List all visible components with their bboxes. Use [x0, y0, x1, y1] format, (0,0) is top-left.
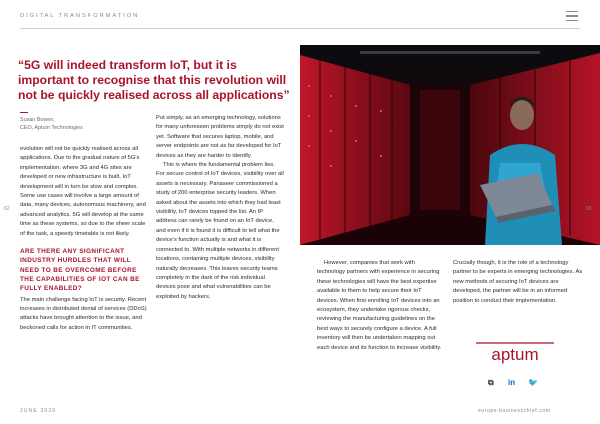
article-column-3 — [317, 259, 443, 353]
aptum-logo — [470, 340, 560, 366]
article-column-1 — [20, 145, 148, 333]
paragraph: However, companies that work with technology partners with experience in securing these technologies will have the best expertise available to them to help secure their IoT devices. When first enrolling IoT devices into an ecosystem, they undertake rigorous checks, reviewing the manufacturing guidelines on the best ways to securely configure a device. A full inventory will then be undertaken mapping out each device and its function to increase visibility. — [317, 260, 442, 351]
paragraph: evolution will not be quickly realised across all applications. Due to the gradual nature of 5G's implementation, where 3G and 4G sites are developed or new infrastructure is built, IoT development will in turn be slow and complex. Some use cases will involve a large amount of data, many devices, autonomous machinery, and advanced analytics. 5G will develop at the same time as these systems, so due to the sheer scale of the task, a speedy timetable is not likely. — [20, 146, 146, 237]
paragraph: This is where the fundamental problem lies. For secure control of IoT devices, visibility over all assets is necessary. Panaseer commissioned a study of 200 enterprise security leaders. When asked about the assets into which they had least visibility, IoT devices topped the list. An IP address can rarely be found on an IoT device, and even if it is found it is difficult to tell what the device's function actually is and what it is connected to. With multiple networks in different locations, containing multiple devices, visibility naturally decreases. This leaves security teams completely in the dark of the risk individual devices pose and what vulnerabilities can be exploited by hackers. — [156, 162, 284, 300]
page-number-left: 62 — [4, 206, 10, 212]
footer-url[interactable]: europe.businesschief.com — [478, 408, 551, 414]
footer-date: JUNE 2020 — [20, 408, 57, 414]
logo-text: aptum — [491, 345, 539, 364]
twitter-icon[interactable]: 🐦 — [528, 378, 538, 387]
header-divider — [20, 28, 580, 29]
author-name: Susan Bowen, — [20, 117, 55, 123]
paragraph: Crucially though, it is the role of a technology partner to be experts in emerging technologies. As new methods of securing IoT devices are developed, the partner will be in an informed position to conduct their implementation. — [453, 260, 583, 304]
datacenter-photo — [300, 45, 600, 245]
linkedin-icon[interactable]: in — [508, 378, 516, 387]
engineer-in-server-room-image — [300, 45, 600, 245]
author-role: CEO, Aptum Technologies — [20, 125, 83, 131]
pull-quote: “5G will indeed transform IoT, but it is important to recognise that this revolution will not be quickly realised across all applications” — [18, 58, 290, 102]
article-column-2 — [156, 114, 284, 302]
section-label: DIGITAL TRANSFORMATION — [20, 13, 140, 19]
paragraph: Put simply, as an emerging technology, solutions for many unforeseen problems simply do not exist yet. Software that secures laptop, mobile, and server endpoints are not as far developed for IoT devices as they are harder to identify. — [156, 115, 284, 159]
quote-attribution — [20, 112, 83, 132]
page-number-right: 63 — [586, 206, 592, 212]
menu-icon[interactable] — [566, 11, 578, 21]
subheading: ARE THERE ANY SIGNIFICANT INDUSTRY HURDLES THAT WILL NEED TO BE OVERCOME BEFORE THE CAPABILITIES OF IOT CAN BE FULLY ENABLED? — [20, 248, 140, 293]
website-icon[interactable]: ⧉ — [488, 378, 494, 387]
paragraph: The main challenge facing IoT is security. Recent increases in distributed denial of services (DDoS) attacks have brought attention to the issue, and beckoned calls for action in IT communities. — [20, 296, 147, 331]
attribution-rule — [20, 112, 28, 113]
article-column-4 — [453, 259, 583, 306]
